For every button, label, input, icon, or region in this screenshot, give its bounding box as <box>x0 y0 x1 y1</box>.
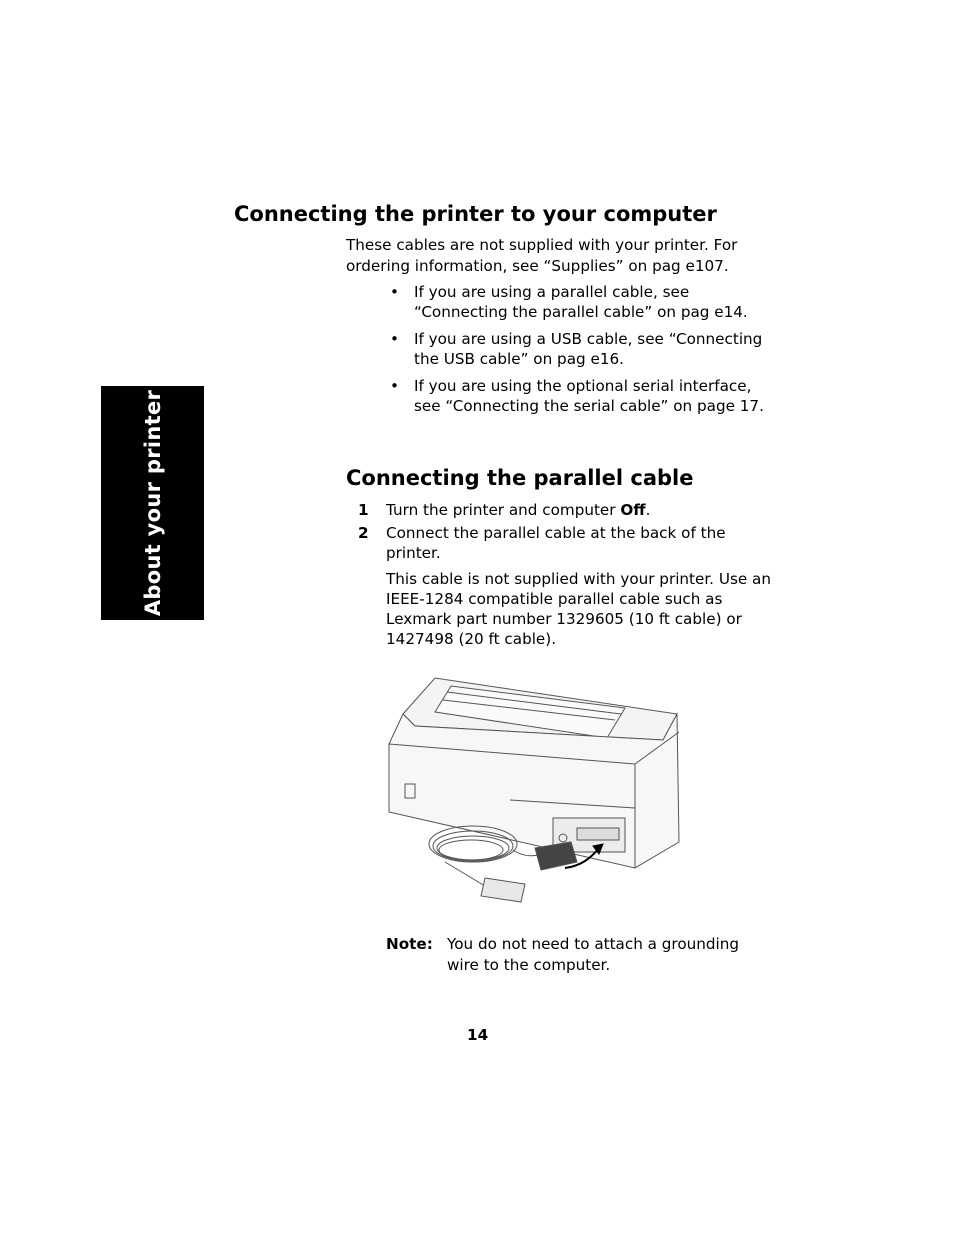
subsection-title: Connecting the parallel cable <box>346 466 694 490</box>
list-item: • If you are using a USB cable, see “Connecting the USB cable” on pag e16. <box>390 330 763 368</box>
list-item: • If you are using a parallel cable, see “Connecting the parallel cable” on pag e14. <box>390 283 748 321</box>
note-label: Note: <box>386 935 433 953</box>
list-item: • If you are using the optional serial interface, see “Connecting the serial cable” on page 17. <box>390 377 764 415</box>
step-text: Connect the parallel cable at the back of the printer. <box>386 524 726 562</box>
step-note: This cable is not supplied with your printer. Use an IEEE-1284 compatible parallel cable such as Lexmark part number 1329605 (10 ft cable) or 1427498 (20 ft cable). <box>386 570 771 648</box>
step-number: 1 <box>358 501 369 519</box>
step-1 <box>358 500 778 520</box>
step-bold-text: Off <box>620 501 646 519</box>
bullet-list <box>390 282 780 423</box>
side-tab <box>101 386 204 620</box>
steps-list <box>358 500 778 649</box>
step-text-end: . <box>645 501 651 519</box>
bullet-text: If you are using a parallel cable, see “Connecting the parallel cable” on pag e14. <box>414 283 748 321</box>
bullet-text: If you are using a USB cable, see “Connecting the USB cable” on pag e16. <box>414 330 763 368</box>
section-title: Connecting the printer to your computer <box>234 202 717 226</box>
step-number: 2 <box>358 524 369 542</box>
page-number: 14 <box>467 1026 489 1044</box>
side-tab-label: About your printer <box>140 389 165 617</box>
intro-paragraph: These cables are not supplied with your printer. For ordering information, see “Supplies” on pag e107. <box>346 236 738 275</box>
bullet-text: If you are using the optional serial interface, see “Connecting the serial cable” on page 17. <box>414 377 764 415</box>
step-2 <box>358 523 778 563</box>
printer-parallel-cable-illustration <box>385 672 685 914</box>
step-text: Turn the printer and computer <box>386 501 621 519</box>
note-text: You do not need to attach a grounding wire to the computer. <box>447 935 740 974</box>
note <box>386 934 786 976</box>
printer-icon <box>385 672 685 914</box>
